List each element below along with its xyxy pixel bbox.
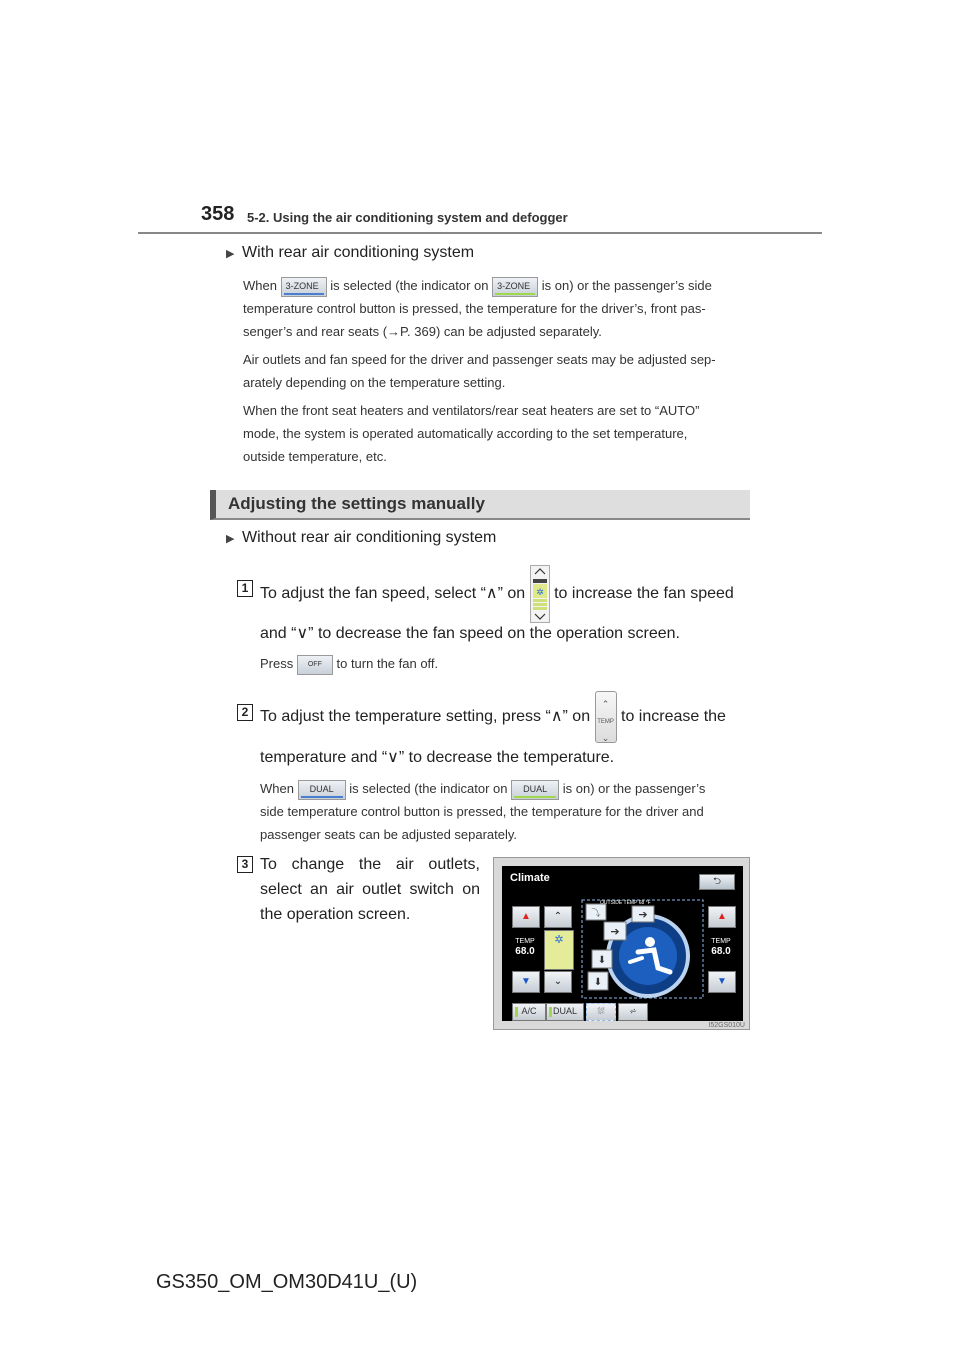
figure-id: I52GS010U: [708, 1022, 745, 1029]
header-divider: [138, 232, 822, 234]
step-2-marker: 2: [237, 704, 253, 721]
dual-indicator-image: DUAL: [511, 780, 559, 800]
driver-temp-readout: TEMP 68.0: [515, 938, 535, 957]
svg-text:✲: ✲: [535, 587, 544, 597]
svg-text:➔: ➔: [638, 909, 648, 921]
fan-icon: ✲: [554, 934, 564, 946]
driver-temp-up-button[interactable]: ▲: [512, 906, 540, 928]
rear-ac-para-1: [243, 274, 746, 343]
bullet-rear-ac: [226, 244, 474, 262]
step-2-note-line-3: passenger seats can be adjusted separately.: [260, 827, 518, 842]
bullet-no-rear-ac-text: Without rear air conditioning system: [242, 529, 497, 546]
svg-text:➔: ➔: [610, 926, 620, 938]
step-2-note-line-1: When DUAL is selected (the indicator on DUAL is on) or the passenger’s: [260, 777, 746, 800]
svg-text:⬇: ⬇: [597, 955, 607, 966]
defrost-feet-button[interactable]: [586, 1003, 616, 1021]
air-outlet-selector[interactable]: [580, 898, 705, 1000]
passenger-temp-readout: TEMP 68.0: [711, 938, 731, 957]
temp-control-image: ⌃ TEMP ⌄: [595, 691, 617, 743]
fan-speed-control-image: [530, 565, 550, 623]
climate-screen: [502, 866, 743, 1021]
ac-button[interactable]: A/C: [512, 1003, 546, 1021]
fan-up-button[interactable]: ⌃: [544, 906, 572, 928]
footer-doc-code: GS350_OM_OM30D41U_(U): [156, 1271, 418, 1293]
section-heading-text: Adjusting the settings manually: [228, 494, 485, 513]
chevron-down-icon: ⌄: [601, 733, 610, 743]
three-zone-indicator-image: 3-ZONE: [492, 277, 538, 297]
rear-ac-para-1-line-3: senger’s and rear seats (→P. 369) can be adjusted separately.: [243, 324, 602, 339]
step-2-line-1: To adjust the temperature setting, press “∧” on ⌃ TEMP ⌄ to increase the: [260, 691, 746, 743]
bullet-arrow-icon: ▶: [226, 533, 235, 545]
bullet-no-rear-ac: [226, 529, 496, 547]
svg-text:⤵: ⤵: [591, 908, 601, 918]
step-3-marker: 3: [237, 856, 253, 873]
rear-ac-para-2: Air outlets and fan speed for the driver and passenger seats may be adjusted sep- arately depending on the temperature setting.: [243, 352, 716, 390]
three-zone-button-image: 3-ZONE: [281, 277, 327, 297]
climate-screen-figure: [493, 857, 750, 1030]
bullet-rear-ac-text: With rear air conditioning system: [242, 244, 475, 261]
dual-button-image: DUAL: [298, 780, 346, 800]
driver-temp-down-button[interactable]: ▼: [512, 971, 540, 993]
defrost-feet-icon: ⛆: [597, 1006, 605, 1016]
passenger-temp-up-button[interactable]: ▲: [708, 906, 736, 928]
step-3-text: To change the air outlets, select an air outlet switch on the operation screen.: [260, 856, 480, 923]
fan-off-button-image: OFF: [297, 655, 333, 675]
rear-ac-para-1-line-2: temperature control button is pressed, the temperature for the driver’s, front pas-: [243, 301, 706, 316]
passenger-temp-down-button[interactable]: ▼: [708, 971, 736, 993]
step-1-line-2: and “∨” to decrease the fan speed on the operation screen.: [260, 625, 680, 642]
step-1-line-1: To adjust the fan speed, select “∧” on ✲ to increase the fan speed: [260, 565, 746, 623]
section-heading: [210, 490, 750, 520]
step-2-note: [260, 777, 746, 846]
outside-temp-readout: OUTSIDE TEMP 68 °F: [600, 900, 651, 906]
rear-ac-para-1-line-1: When 3-ZONE is selected (the indicator on 3-ZONE is on) or the passenger’s side: [243, 274, 746, 297]
chevron-up-icon: ⌃: [601, 699, 610, 709]
svg-text:⬇: ⬇: [593, 977, 603, 988]
fan-down-button[interactable]: ⌄: [544, 971, 572, 993]
fan-level-bar: [544, 930, 574, 970]
back-button[interactable]: ⮌: [699, 874, 735, 890]
section-title: 5-2. Using the air conditioning system and defogger: [247, 210, 568, 225]
step-2-note-line-2: side temperature control button is pressed, the temperature for the driver and: [260, 804, 704, 819]
climate-title: Climate: [510, 872, 550, 884]
step-2-line-2: temperature and “∨” to decrease the temperature.: [260, 749, 615, 766]
dual-button[interactable]: DUAL: [546, 1003, 584, 1021]
step-1-note: Press OFF to turn the fan off.: [260, 652, 438, 675]
step-1-marker: 1: [237, 580, 253, 597]
page-number: 358: [201, 203, 235, 225]
bullet-arrow-icon: ▶: [226, 248, 235, 260]
windshield-defogger-button[interactable]: [618, 1003, 648, 1021]
windshield-defogger-icon: ⩫: [629, 1006, 637, 1016]
rear-ac-para-3: When the front seat heaters and ventilators/rear seat heaters are set to “AUTO” mode, the system is operated automatically according to the set temperature, outside temperature, etc.: [243, 403, 700, 464]
